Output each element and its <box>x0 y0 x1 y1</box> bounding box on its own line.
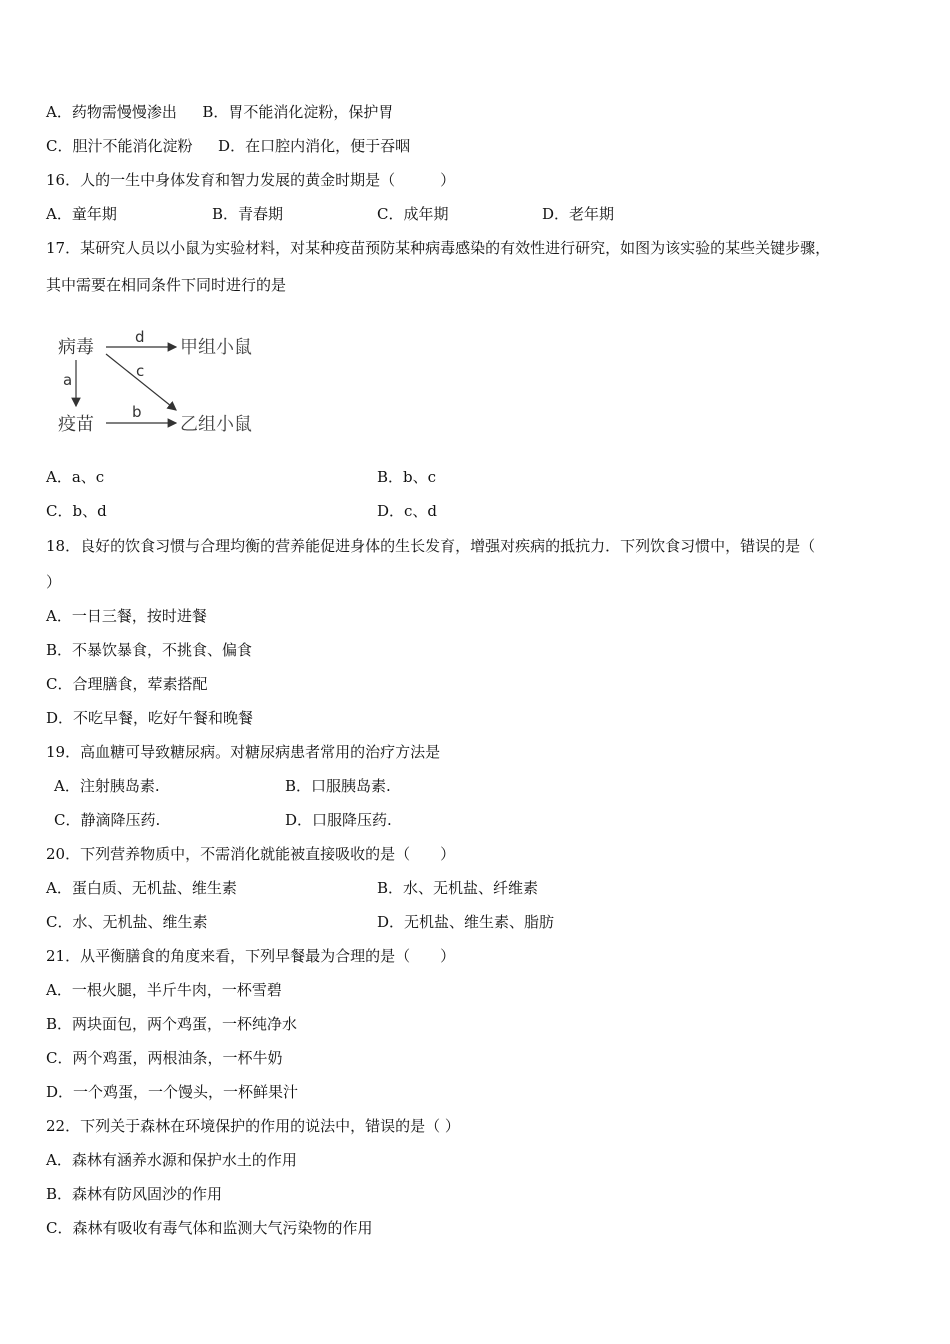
q15-options-row2 <box>46 136 410 156</box>
diagram-label-b: b <box>132 403 142 421</box>
diagram-label-d: d <box>135 328 145 346</box>
q15-options-row1 <box>46 102 393 122</box>
q19-option-d: D．口服降压药. <box>285 811 392 829</box>
q21-option-d: D．一个鸡蛋，一个馒头，一杯鲜果汁 <box>46 1083 299 1101</box>
q16-option-d: D．老年期 <box>542 205 615 223</box>
q15-option-d: D．在口腔内消化，便于吞咽 <box>218 137 411 155</box>
q15-option-c: C．胆汁不能消化淀粉 <box>46 137 193 155</box>
q16-option-c: C．成年期 <box>377 205 449 223</box>
q20-option-c: C．水、无机盐、维生素 <box>46 913 208 931</box>
diagram-virus-label: 病毒 <box>58 337 94 358</box>
q22-option-b: B．森林有防风固沙的作用 <box>46 1185 223 1203</box>
q18-option-b: B．不暴饮暴食，不挑食、偏食 <box>46 641 253 659</box>
q21-stem: 21．从平衡膳食的角度来看，下列早餐最为合理的是（ ） <box>46 947 456 965</box>
q21-option-a: A．一根火腿，半斤牛肉，一杯雪碧 <box>46 981 282 999</box>
q20-stem: 20．下列营养物质中，不需消化就能被直接吸收的是（ ） <box>46 845 456 863</box>
q20-option-b: B．水、无机盐、纤维素 <box>377 879 539 897</box>
q18-option-c: C．合理膳食，荤素搭配 <box>46 675 208 693</box>
q22-option-c: C．森林有吸收有毒气体和监测大气污染物的作用 <box>46 1219 373 1237</box>
q20-option-a: A．蛋白质、无机盐、维生素 <box>46 879 237 897</box>
q21-option-c: C．两个鸡蛋，两根油条，一杯牛奶 <box>46 1049 283 1067</box>
q15-option-a: A．药物需慢慢渗出 <box>46 103 177 121</box>
q20-option-d: D．无机盐、维生素、脂肪 <box>377 913 555 931</box>
q19-option-a: A．注射胰岛素. <box>54 777 160 795</box>
q17-stem-line2: 其中需要在相同条件下同时进行的是 <box>46 276 287 294</box>
q18-stem-line2: ） <box>46 573 62 591</box>
diagram-vaccine-label: 疫苗 <box>58 414 94 435</box>
q18-option-d: D．不吃早餐，吃好午餐和晚餐 <box>46 709 254 727</box>
diagram-label-a: a <box>63 371 73 389</box>
q16-stem: 16．人的一生中身体发育和智力发展的黄金时期是（ ） <box>46 171 456 189</box>
q17-option-c: C．b、d <box>46 502 107 520</box>
q16-option-b: B．青春期 <box>212 205 284 223</box>
q18-stem-line1: 18．良好的饮食习惯与合理均衡的营养能促进身体的生长发育，增强对疾病的抵抗力．下列饮食习惯中，错误的是（ <box>46 537 816 555</box>
diagram-label-c: c <box>136 362 145 380</box>
q17-option-b: B．b、c <box>377 468 437 486</box>
q21-option-b: B．两块面包，两个鸡蛋，一杯纯净水 <box>46 1015 298 1033</box>
q17-option-d: D．c、d <box>377 502 438 520</box>
q19-option-c: C．静滴降压药. <box>54 811 161 829</box>
q16-option-a: A．童年期 <box>46 205 117 223</box>
q19-stem: 19．高血糖可导致糖尿病。对糖尿病患者常用的治疗方法是 <box>46 743 441 761</box>
diagram-group-b-label: 乙组小鼠 <box>180 414 252 435</box>
q22-option-a: A．森林有涵养水源和保护水土的作用 <box>46 1151 297 1169</box>
diagram-group-a-label: 甲组小鼠 <box>180 337 252 358</box>
q22-stem: 22．下列关于森林在环境保护的作用的说法中，错误的是（ ） <box>46 1117 460 1135</box>
q18-option-a: A．一日三餐，按时进餐 <box>46 607 207 625</box>
q17-stem-line1: 17．某研究人员以小鼠为实验材料，对某种疫苗预防某种病毒感染的有效性进行研究，如图为该实验的某些关键步骤， <box>46 239 831 257</box>
q17-option-a: A．a、c <box>46 468 105 486</box>
q19-option-b: B．口服胰岛素. <box>285 777 391 795</box>
q17-diagram <box>56 322 276 442</box>
q15-option-b: B．胃不能消化淀粉，保护胃 <box>202 103 394 121</box>
